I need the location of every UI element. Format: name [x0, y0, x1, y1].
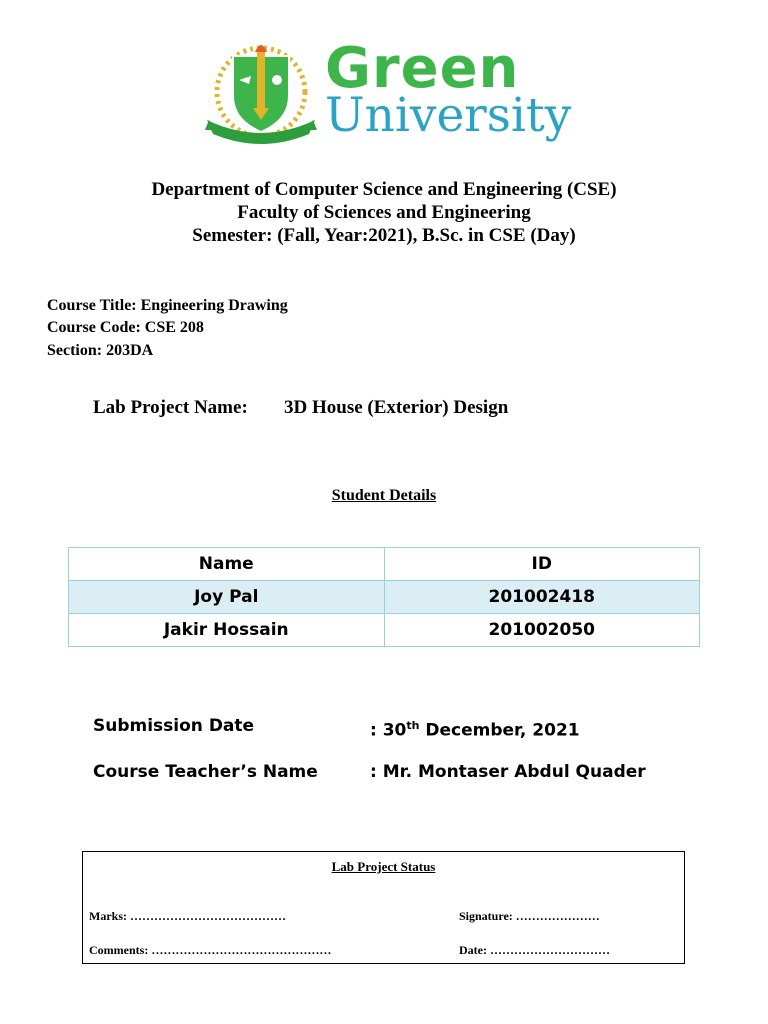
project-name-value: 3D House (Exterior) Design	[284, 397, 509, 418]
course-title: Course Title: Engineering Drawing	[47, 297, 288, 314]
submission-date-rest: December, 2021	[419, 720, 580, 741]
marks-field: Marks: …………………………………	[89, 909, 286, 923]
student-name: Joy Pal	[69, 581, 385, 614]
status-title: Lab Project Status	[331, 859, 436, 874]
logo-word-university: University	[325, 88, 572, 143]
teacher-name-label: Course Teacher’s Name	[93, 762, 318, 782]
table-header-name: Name	[69, 548, 385, 581]
student-id: 201002050	[384, 614, 700, 647]
signature-field: Signature: …………………	[459, 909, 600, 923]
university-logo	[205, 34, 572, 146]
submission-date-day: : 30	[370, 720, 407, 741]
department-line: Department of Computer Science and Engineering (CSE)	[151, 179, 617, 200]
course-code: Course Code: CSE 208	[47, 319, 204, 336]
comments-field: Comments: ………………………………………	[89, 943, 332, 957]
course-section: Section: 203DA	[47, 342, 154, 359]
student-table	[68, 547, 700, 647]
table-header-id: ID	[384, 548, 700, 581]
submission-date-suffix: th	[406, 719, 420, 732]
lab-project-status-box	[82, 851, 685, 964]
student-name: Jakir Hossain	[69, 614, 385, 647]
semester-line: Semester: (Fall, Year:2021), B.Sc. in CSE (Day)	[192, 225, 576, 246]
table-header-row	[69, 548, 700, 581]
table-row	[69, 614, 700, 647]
logo-word-green: Green	[325, 36, 520, 101]
submission-date-value	[370, 715, 580, 742]
teacher-name-value: : Mr. Montaser Abdul Quader	[370, 762, 646, 782]
table-row	[69, 581, 700, 614]
faculty-line: Faculty of Sciences and Engineering	[237, 202, 531, 223]
project-name-label: Lab Project Name:	[93, 397, 248, 418]
date-field: Date: …………………………	[459, 943, 610, 957]
submission-date-label: Submission Date	[93, 716, 255, 736]
student-details-title: Student Details	[331, 487, 437, 504]
university-emblem-icon	[205, 34, 317, 146]
student-id: 201002418	[384, 581, 700, 614]
